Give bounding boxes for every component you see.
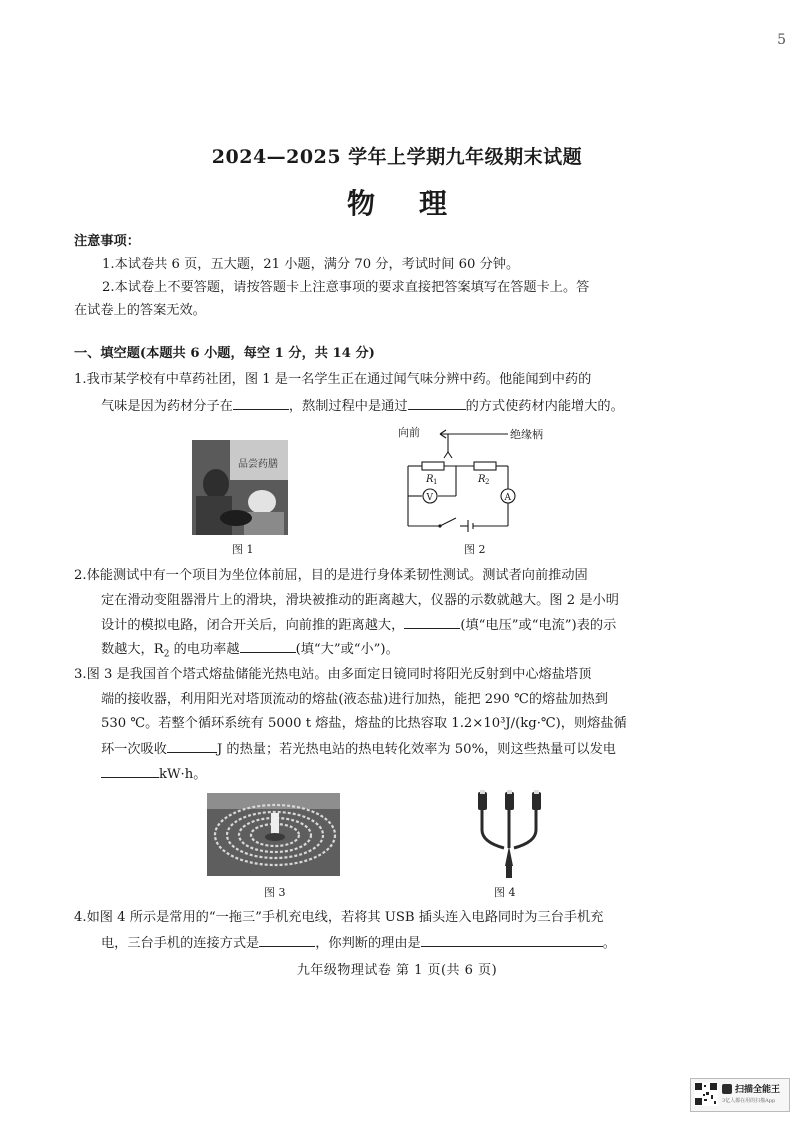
answer-blank[interactable] bbox=[408, 394, 466, 410]
q4-text-c: 。 bbox=[602, 936, 616, 951]
figure-3-photo bbox=[207, 793, 340, 876]
section-heading: 一、填空题(本题共 6 小题，每空 1 分，共 14 分) bbox=[74, 346, 375, 361]
question-2-line-1: 2.体能测试中有一个项目为坐位体前屈，目的是进行身体柔韧性测试。测试者向前推动固 bbox=[74, 568, 588, 583]
q3-text-a: 环一次吸收 bbox=[101, 742, 167, 757]
qr-code-icon bbox=[694, 1082, 718, 1106]
watermark-subtext: 3亿人都在用的扫描App bbox=[722, 1098, 776, 1104]
voltmeter-label: V bbox=[426, 493, 433, 503]
watermark-text: 扫描全能王 bbox=[735, 1085, 781, 1095]
figure-3-caption: 图 3 bbox=[264, 886, 286, 899]
q4-text-b: ，你判断的理由是 bbox=[315, 936, 421, 951]
scanner-watermark bbox=[690, 1078, 790, 1112]
notice-item-1: 1.本试卷共 6 页，五大题，21 小题，满分 70 分，考试时间 60 分钟。 bbox=[102, 257, 520, 272]
subject-title: 物理 bbox=[346, 187, 491, 220]
figure-1-caption: 图 1 bbox=[232, 543, 254, 556]
label-r1: R bbox=[426, 474, 434, 485]
answer-blank[interactable] bbox=[421, 931, 603, 947]
exam-title: 2024—2025 学年上学期九年级期末试题 bbox=[211, 146, 583, 168]
question-1-line-2 bbox=[101, 394, 624, 419]
answer-blank[interactable] bbox=[259, 931, 315, 947]
label-forward: 向前 bbox=[398, 426, 420, 439]
answer-blank[interactable] bbox=[233, 394, 289, 410]
q2-text-a: 设计的模拟电路，闭合开关后，向前推的距离越大， bbox=[101, 618, 405, 633]
q4-text-a: 电，三台手机的连接方式是 bbox=[101, 936, 260, 951]
figure-4-cable bbox=[470, 790, 550, 878]
answer-blank[interactable] bbox=[404, 613, 460, 629]
question-4-line-1: 4.如图 4 所示是常用的“一拖三”手机充电线，若将其 USB 插头连入电路同时为三台手机充 bbox=[74, 910, 604, 925]
notice-heading: 注意事项： bbox=[74, 234, 140, 249]
q2-text-b: (填“电压”或“电流”)表的示 bbox=[460, 618, 617, 633]
figure-2-caption: 图 2 bbox=[464, 543, 486, 556]
page-footer: 九年级物理试卷 第 1 页(共 6 页) bbox=[296, 963, 498, 978]
figure-4-caption: 图 4 bbox=[494, 886, 516, 899]
figure-1-photo bbox=[192, 440, 288, 535]
q3-text-b: J 的热量；若光热电站的热电转化效率为 50%，则这些热量可以发电 bbox=[216, 742, 616, 757]
page-mark: 5 bbox=[777, 32, 786, 48]
q1-text-c: 的方式使药材内能增大的。 bbox=[465, 399, 624, 414]
q3-text-c: kW·h。 bbox=[159, 767, 207, 782]
question-1-line-1: 1.我市某学校有中草药社团，图 1 是一名学生正在通过闻气味分辨中药。他能闻到中药的 bbox=[74, 372, 592, 387]
label-insulated-handle: 绝缘柄 bbox=[510, 428, 543, 441]
answer-blank[interactable] bbox=[240, 637, 296, 653]
q1-text-a: 气味是因为药材分子在 bbox=[101, 399, 233, 414]
question-3-line-2: 端的接收器，利用阳光对塔顶流动的熔盐(液态盐)进行加热，能把 290 ℃的熔盐加热到 bbox=[101, 692, 608, 707]
label-r2: R bbox=[478, 474, 486, 485]
figure-1-sign-text: 品尝药膳 bbox=[238, 459, 278, 470]
notice-item-2-line-2: 在试卷上的答案无效。 bbox=[74, 303, 206, 318]
q2-text-c2: (填“大”或“小”)。 bbox=[295, 642, 399, 657]
scanner-logo-icon bbox=[722, 1084, 732, 1094]
label-r1-sub: 1 bbox=[433, 478, 438, 486]
question-2-line-3 bbox=[101, 613, 616, 638]
figure-2-circuit bbox=[390, 422, 550, 534]
question-3-line-4 bbox=[101, 737, 616, 762]
question-3-line-3: 530 ℃。若整个循环系统有 5000 t 熔盐，熔盐的比热容取 1.2×10³J/(kg·℃)，则熔盐循 bbox=[101, 716, 627, 731]
label-r2-sub: 2 bbox=[485, 478, 490, 486]
q2-text-a2: 数越大，R bbox=[101, 642, 164, 657]
notice-item-2-line-1: 2.本试卷上不要答题，请按答题卡上注意事项的要求直接把答案填写在答题卡上。答 bbox=[102, 280, 590, 295]
q1-text-b: ，熬制过程中是通过 bbox=[288, 399, 408, 414]
answer-blank[interactable] bbox=[167, 737, 217, 753]
q2-r2-sub: 2 bbox=[163, 649, 170, 660]
question-3-line-1: 3.图 3 是我国首个塔式熔盐储能光热电站。由多面定日镜同时将阳光反射到中心熔盐塔顶 bbox=[74, 667, 592, 682]
question-2-line-2: 定在滑动变阻器滑片上的滑块，滑块被推动的距离越大，仪器的示数就越大。图 2 是小明 bbox=[101, 593, 619, 608]
question-3-line-5 bbox=[101, 762, 206, 787]
answer-blank[interactable] bbox=[101, 762, 159, 778]
question-4-line-2 bbox=[101, 931, 616, 956]
ammeter-label: A bbox=[504, 493, 511, 503]
q2-text-b2: 的电功率越 bbox=[169, 642, 240, 657]
